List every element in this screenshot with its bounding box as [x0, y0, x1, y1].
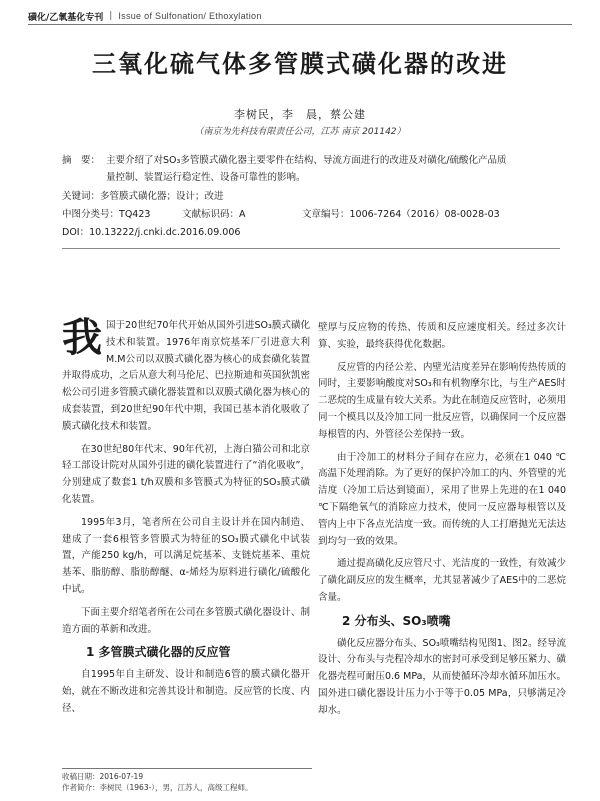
- divider: [62, 248, 560, 249]
- abstract: [62, 152, 560, 186]
- section-heading-1: 1 多管膜式磺化器的反应管: [86, 645, 231, 660]
- paragraph: 反应管的内径公差、内壁光洁度差异在影响传热传质的同时，主要影响酸度对SO₃和有机物摩尔比，与生产AES时二恶烷的生成量有较大关系。为此在制造反应管时，必须用同一个模具以及冷加工同一批反应管，以确保同一个反应器每根管的内、外管径公差保持一致。: [318, 361, 566, 440]
- running-header: [28, 8, 572, 25]
- paragraph: 通过提高磺化反应管尺寸、光洁度的一致性，有效减少了磺化副反应的发生概率，尤其显著减少了AES中的二恶烷含量。: [318, 558, 566, 603]
- abstract-text-line1: 主要介绍了对SO₃多管膜式磺化器主要零件在结构、导流方面进行的改进及对磺化/硫酸化产品质: [106, 155, 507, 166]
- clc-value: TQ423: [119, 209, 151, 220]
- classification-row: [62, 206, 560, 223]
- keywords-label: 关键词：: [62, 191, 101, 202]
- header-separator: |: [109, 11, 113, 21]
- paragraph-intro-text: 国于20世纪70年代开始从国外引进SO₃膜式磺化技术和装置。1976年南京烷基苯厂引进意大利M.M公司以双膜式磺化器为核心的成套磺化装置并取得成功，之后从意大利马伦尼、巴拉斯迪和英国狄凯密松公司引进多管膜式磺化器装置和以双膜式磺化器为核心的成套装置，到20世纪90年代中期，我国已基本消化吸收了膜式磺化技术和装置。: [62, 320, 310, 432]
- author-bio: 作者简介：李树民（1963-），男，江苏人，高级工程师。: [62, 783, 253, 792]
- keywords: [62, 188, 560, 205]
- abstract-label: 摘 要：: [62, 155, 101, 166]
- paragraph: 1995年3月，笔者所在公司自主设计并在国内制造、建成了一套6根管多管膜式为特征的SO₃膜式磺化中试装置，产能250 kg/h，可以满足烷基苯、支链烷基苯、重烷基苯、脂肪醇、脂肪醇醚、α-烯烃为原料进行磺化/硫酸化中试。: [62, 516, 310, 595]
- left-column: [62, 314, 310, 724]
- paragraph: 由于冷加工的材料分子间存在应力，必须在1 040 ℃高温下处理消除。为了更好的保护冷加工的内、外管壁的光洁度（冷加工后达到镜面），采用了世界上先进的在1 040 ℃下隔绝氧气的消除应力技术，使同一反应器每根管以及管内上中下各点光洁度一致。而传统的人工打磨抛光无法达到均匀一致的效果。: [318, 451, 566, 547]
- doc-code-label: 文献标识码：: [182, 209, 240, 220]
- doc-code-value: A: [239, 209, 246, 220]
- paragraph: 磺化反应器分布头、SO₃喷嘴结构见图1、图2。经导流设计、分布头与壳程冷却水的密封可承受到足够压紧力、磺化器壳程可耐压0.6 MPa，从而使循环冷却水循环加压水。国外进口磺化器设计压力小于等于0.05 MPa，只够满足冷却水。: [318, 637, 566, 716]
- doi-label: DOI：: [62, 227, 90, 238]
- paragraph: 在30世纪80年代末、90年代初，上海白猫公司和北京轻工部设计院对从国外引进的磺化装置进行了“消化吸收”，分别建成了数套1 t/h双膜和多管膜式为特征的SO₃膜式磺化装置。: [62, 443, 310, 505]
- received-date: 收稿日期：2016-07-19: [62, 772, 144, 781]
- paper-title: 三氧化硫气体多管膜式磺化器的改进: [92, 50, 508, 78]
- right-column: [318, 320, 566, 726]
- footnote: [62, 768, 312, 793]
- abstract-text-line2: 量控制、装置运行稳定性、设备可靠性的影响。: [106, 172, 306, 183]
- article-number-label: 文章编号：: [302, 209, 350, 220]
- doi-line: [62, 224, 560, 241]
- article-number-value: 1006-7264（2016）08-0028-03: [349, 209, 500, 220]
- author-list: 李树民，李 晨，蔡公建: [234, 108, 366, 121]
- affiliation: （南京为先科技有限责任公司，江苏 南京 201142）: [194, 127, 406, 137]
- issue-label: Issue of Sulfonation/ Ethoxylation: [118, 11, 262, 21]
- paragraph: 自1995年自主研发、设计和制造6管的膜式磺化器开始，就在不断改进和完善其设计和制造。反应管的长度、内径、: [62, 669, 310, 714]
- clc-label: 中图分类号：: [62, 209, 120, 220]
- keywords-text: 多管膜式磺化器；设计；改进: [100, 191, 224, 202]
- paragraph-intro: [62, 314, 310, 436]
- journal-name: 磺化/乙氧基化专刊: [28, 12, 104, 23]
- paragraph: 下面主要介绍笔者所在公司在多管膜式磺化器设计、制造方面的革新和改进。: [62, 606, 310, 635]
- drop-cap: 我: [62, 314, 102, 361]
- paragraph: 壁厚与反应物的传热、传质和反应速度相关。经过多次计算、实验，最终获得优化数据。: [318, 322, 566, 350]
- doi-value: 10.13222/j.cnki.dc.2016.09.006: [89, 227, 241, 238]
- section-heading-2: 2 分布头、SO₃喷嘴: [342, 613, 451, 628]
